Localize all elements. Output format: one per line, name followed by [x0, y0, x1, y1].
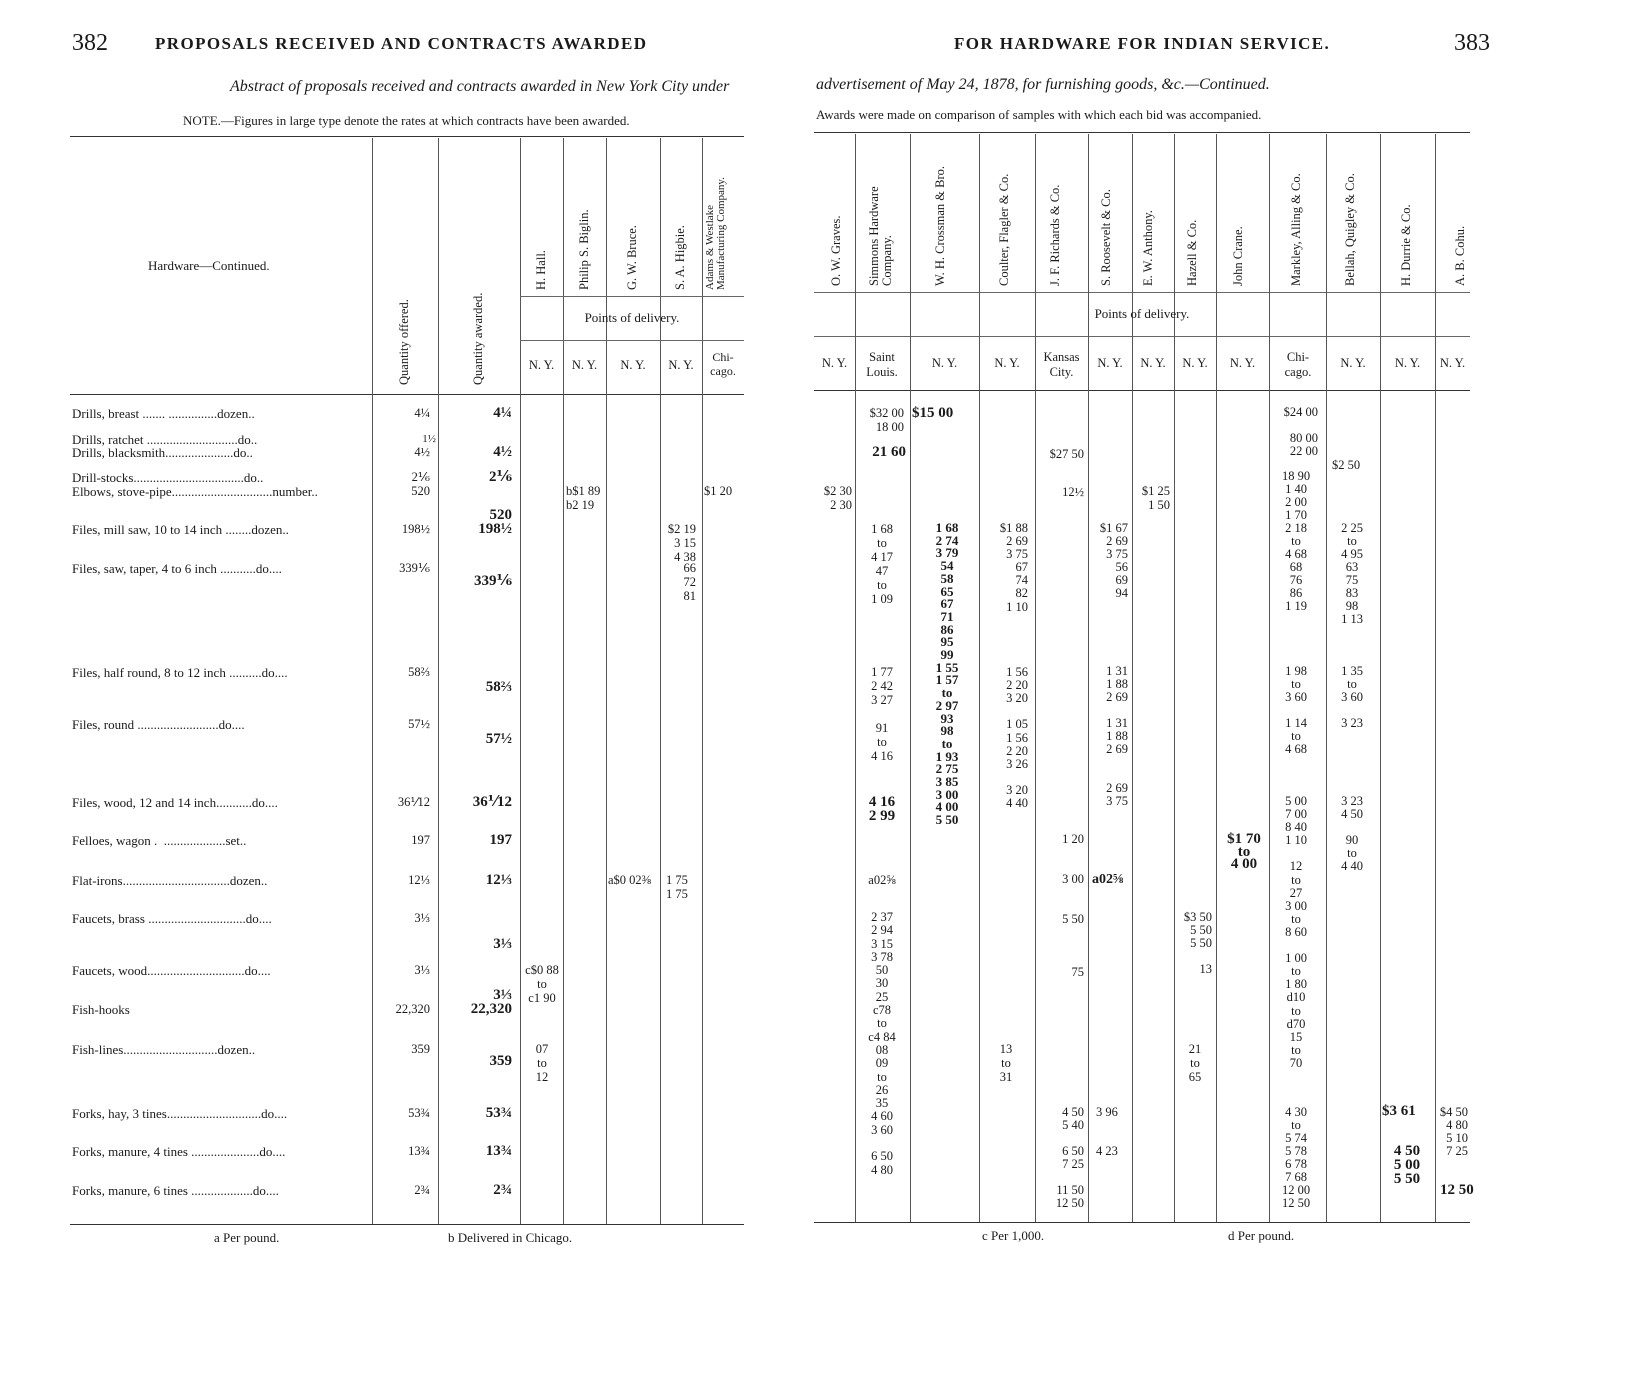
delivery-point: N. Y. [931, 356, 958, 370]
col-divider [660, 138, 661, 1224]
bidder-name: Simmons Hardware Company. [867, 186, 894, 286]
bidder-header-rule [520, 296, 744, 297]
bidder-name: Coulter, Flagler & Co. [997, 173, 1011, 286]
bidder-name: Hazell & Co. [1185, 219, 1199, 286]
points-of-delivery: Points of delivery. [1094, 306, 1190, 321]
award-note: NOTE.—Figures in large type denote the rates at which contracts have been awarded. [183, 113, 630, 128]
left-page [0, 0, 824, 1380]
delivery-header-rule [520, 340, 744, 341]
item-name: Files, saw, taper, 4 to 6 inch [72, 561, 217, 576]
footnote: d Per pound. [1228, 1228, 1295, 1243]
item-name: Files, wood, 12 and 14 inch [72, 795, 217, 810]
delivery-point: N. Y. [1229, 356, 1256, 370]
qty-offered: 3⅓ [414, 911, 430, 925]
awards-note: Awards were made on comparison of samples with which each bid was accompanied. [816, 107, 1262, 122]
item-name: Forks, hay, 3 tines [72, 1106, 167, 1121]
delivery-point: Kansas City. [1043, 350, 1080, 379]
qty-awarded: 4¼ [493, 405, 512, 421]
bid-value: 18 90 1 40 2 00 1 70 2 18 to 4 68 68 76 86 1 19 [1281, 469, 1311, 613]
item-unit: number [272, 484, 312, 499]
qty-awarded: 12⅓ [485, 872, 512, 888]
item-name: Files, round [72, 717, 135, 732]
qty-awarded: 58⅔ [485, 679, 512, 695]
qty-awarded: 197 [489, 832, 512, 848]
col-divider [855, 134, 856, 1222]
col-divider [1216, 134, 1217, 1222]
right-page [816, 0, 1649, 1380]
qty-offered: 12⅓ [408, 873, 430, 887]
col-divider [563, 138, 564, 1224]
bid-value: $24 00 80 00 22 00 [1283, 405, 1318, 458]
bidder-name: W. H. Crossman & Bro. [933, 165, 947, 286]
table-top-rule [70, 136, 744, 137]
item-unit: do [251, 795, 265, 810]
qty-awarded: 57½ [485, 731, 512, 747]
item-label: Fish-lines.............................dozen.. [72, 1042, 256, 1057]
qty-offered: 3⅓ [414, 963, 430, 977]
bid-value: 66 72 81 [683, 561, 696, 603]
qty-offered: 1½ [422, 433, 436, 445]
item-unit: do [243, 470, 257, 485]
running-head-left: PROPOSALS RECEIVED AND CONTRACTS AWARDED [155, 34, 648, 53]
item-label [72, 1002, 130, 1018]
col-divider [438, 138, 439, 1224]
bid-value: 12 50 [1440, 1182, 1474, 1198]
qty-offered: 198½ [401, 522, 430, 536]
item-unit: do [244, 963, 258, 978]
item-name: Fish-lines [72, 1042, 124, 1057]
abstract-line-left: Abstract of proposals received and contracts awarded in New York City under [230, 78, 730, 95]
bid-value: $3 61 [1382, 1103, 1416, 1119]
item-label: Faucets, wood..............................do.... [72, 963, 271, 978]
col-divider [702, 138, 703, 1224]
bid-value: $2 50 [1332, 458, 1361, 472]
item-unit: do [252, 1183, 266, 1198]
item-unit: dozen [251, 522, 283, 537]
qty-offered: 53¾ [408, 1106, 430, 1120]
item-label: Flat-irons.................................dozen.. [72, 873, 268, 888]
footnote: c Per 1,000. [982, 1228, 1045, 1243]
bid-value: $2 19 3 15 4 38 [667, 522, 696, 564]
bid-value: 1 77 2 42 3 27 91 to 4 16 [871, 665, 893, 763]
item-name: Faucets, brass [72, 911, 145, 926]
bid-value: 2 37 2 94 3 15 3 78 50 30 25 c78 to c4 84 08 09 to 26 35 4 60 3 60 6 50 4 80 [868, 910, 896, 1177]
bid-value: 5 00 7 00 8 40 1 10 12 to 27 3 00 to 8 60 1 00 to 1 80 d10 to d70 15 to 70 [1285, 794, 1307, 1070]
bidder-name: H. Durrie & Co. [1399, 204, 1413, 286]
delivery-point: N. Y. [668, 358, 694, 372]
item-name: Forks, manure, 6 tines [72, 1183, 188, 1198]
page-number-left: 382 [72, 30, 108, 56]
bid-value: $27 50 12½ [1049, 447, 1084, 499]
bid-value: a$0 02⅜ [608, 873, 652, 887]
item-name: Felloes, wagon [72, 833, 151, 848]
item-label: Drill-stocks..................................do.. [72, 470, 264, 485]
col-divider [979, 134, 980, 1222]
col-divider [1326, 134, 1327, 1222]
bid-value: 07 to 12 [535, 1042, 549, 1084]
col-divider [1132, 134, 1133, 1222]
delivery-point: N. Y. [821, 356, 848, 370]
qty-awarded: 198½ [478, 521, 512, 537]
item-label: Drills, breast ....... ...............dozen.. [72, 406, 255, 421]
item-label: Files, round .........................do.... [72, 717, 245, 732]
header-qty-offered: Quantity offered. [397, 299, 411, 385]
bid-value: c$0 88 to c1 90 [525, 963, 559, 1005]
bid-value: 1 35 to 3 60 3 23 [1341, 664, 1363, 730]
item-label: Forks, hay, 3 tines.............................do.... [72, 1106, 288, 1121]
page-number-right: 383 [1454, 30, 1490, 56]
table-header-rule [70, 394, 744, 395]
bid-value: 4 30 to 5 74 5 78 6 78 7 68 12 00 12 50 [1281, 1105, 1311, 1210]
delivery-header-rule [814, 336, 1470, 337]
footnote: a Per pound. [214, 1230, 280, 1245]
delivery-point: N. Y. [1340, 356, 1366, 370]
item-label: Felloes, wagon . ...................set.. [72, 833, 247, 848]
delivery-point: N. Y. [1182, 356, 1208, 370]
bid-value: 4 50 5 00 5 50 [1393, 1143, 1421, 1187]
bid-value: 4 50 5 40 6 50 7 25 11 50 12 50 [1055, 1105, 1084, 1210]
qty-offered: 4¼ [414, 406, 430, 420]
bidder-name: John Crane. [1231, 226, 1245, 286]
item-unit: set [225, 833, 240, 848]
bidder-header-rule [814, 292, 1470, 293]
item-name: Files, mill saw, 10 to 14 inch [72, 522, 223, 537]
qty-awarded: 359 [489, 1053, 512, 1069]
item-name: Drills, breast [72, 406, 140, 421]
col-divider [606, 138, 607, 1224]
running-head-right: FOR HARDWARE FOR INDIAN SERVICE. [954, 34, 1331, 53]
qty-offered: 520 [411, 484, 430, 498]
qty-awarded: 36⅟12 [472, 794, 512, 810]
delivery-point: N. Y. [1097, 356, 1123, 370]
bidder-name: S. Roosevelt & Co. [1099, 189, 1113, 286]
bid-value: 2 25 to 4 95 63 75 83 98 1 13 [1341, 521, 1363, 626]
bid-value: $32 00 18 00 [869, 406, 904, 434]
bid-value: a02⅝ [1092, 872, 1124, 887]
bid-value: $2 30 2 30 [823, 484, 852, 512]
item-label: Drills, ratchet ............................do.. [72, 432, 258, 447]
item-unit: do [261, 1106, 275, 1121]
item-unit: do [261, 665, 275, 680]
table-top-rule [814, 132, 1470, 133]
item-name: Fish-hooks [72, 1002, 130, 1017]
item-label: Files, mill saw, 10 to 14 inch ........dozen.. [72, 522, 289, 537]
item-name: Forks, manure, 4 tines [72, 1144, 188, 1159]
table-header-rule [814, 390, 1470, 391]
qty-offered: 2¾ [414, 1183, 430, 1197]
item-unit: dozen [217, 1042, 249, 1057]
table-bottom-rule [814, 1222, 1470, 1223]
qty-awarded: 339⅙ [473, 573, 512, 589]
bid-value: $1 20 [704, 484, 733, 498]
item-label: Forks, manure, 6 tines ...................do.... [72, 1183, 279, 1198]
delivery-point: Chi-cago. [710, 350, 736, 378]
qty-offered: 36⅟12 [397, 795, 430, 809]
bid-value: 1 75 1 75 [666, 873, 688, 901]
item-label: Elbows, stove-pipe...............................number.. [72, 484, 318, 499]
item-unit: do [218, 717, 232, 732]
bid-value: $1 67 2 69 3 75 56 69 94 1 31 1 88 2 69 1 31 1 88 2 69 2 69 3 75 [1099, 521, 1128, 808]
bid-value: 3 96 4 23 [1096, 1105, 1118, 1158]
qty-offered: 4½ [414, 445, 430, 459]
bid-value: 4 16 2 99 [868, 794, 896, 824]
delivery-point: N. Y. [528, 358, 555, 372]
delivery-point: Saint Louis. [866, 350, 898, 379]
item-name: Files, half round, 8 to 12 inch [72, 665, 226, 680]
delivery-point: N. Y. [620, 358, 646, 372]
col-divider [372, 138, 373, 1224]
table-bottom-rule [70, 1224, 744, 1225]
item-label: Files, saw, taper, 4 to 6 inch ...........do.... [72, 561, 282, 576]
item-name: Drill-stocks [72, 470, 134, 485]
bid-value: 3 23 4 50 90 to 4 40 [1341, 794, 1363, 873]
points-of-delivery: Points of delivery. [584, 310, 680, 325]
col-divider [1174, 134, 1175, 1222]
item-label: Forks, manure, 4 tines .....................do.... [72, 1144, 286, 1159]
bid-value: 1 68 2 74 3 79 54 58 65 67 71 86 95 99 1 55 1 57 to 2 97 93 98 to 1 93 2 75 3 85 3 00 4 00 5 50 [935, 520, 959, 828]
item-label: Drills, blacksmith.....................do.. [72, 445, 253, 460]
bidder-name: S. A. Higbie. [673, 225, 687, 290]
bid-value: 1 20 3 00 5 50 75 [1062, 832, 1084, 979]
qty-offered: 2⅙ [411, 470, 430, 484]
bid-value: 1 98 to 3 60 1 14 to 4 68 [1285, 664, 1307, 756]
bidder-name: E. W. Anthony. [1141, 210, 1155, 286]
bidder-name: J. F. Richards & Co. [1048, 184, 1062, 286]
delivery-point: N. Y. [571, 358, 598, 372]
bidder-name: Bellah, Quigley & Co. [1343, 173, 1357, 286]
delivery-point: N. Y. [1394, 356, 1421, 370]
header-qty-awarded: Quantity awarded. [471, 292, 485, 385]
delivery-point: N. Y. [1439, 356, 1466, 370]
qty-awarded: 13¾ [485, 1143, 512, 1159]
delivery-point: N. Y. [1140, 356, 1166, 370]
item-label: Files, half round, 8 to 12 inch ..........do.... [72, 665, 288, 680]
qty-awarded: 2¾ [493, 1182, 512, 1198]
col-divider [1435, 134, 1436, 1222]
bidder-name: O. W. Graves. [829, 215, 843, 286]
qty-awarded: 22,320 [470, 1001, 512, 1017]
bidder-name: Philip S. Biglin. [577, 209, 591, 290]
delivery-point: Chi-cago. [1284, 350, 1312, 379]
qty-awarded: 3⅓ [493, 987, 512, 1003]
qty-awarded: 53¾ [485, 1105, 512, 1121]
qty-offered: 57½ [408, 717, 430, 731]
qty-offered: 22,320 [395, 1002, 430, 1016]
item-name: Faucets, wood [72, 963, 148, 978]
qty-awarded: 2⅙ [488, 469, 512, 485]
item-name: Flat-irons [72, 873, 123, 888]
footnote: b Delivered in Chicago. [448, 1230, 573, 1245]
bid-value: 13 to 31 [999, 1042, 1013, 1084]
bid-value: $1 88 2 69 3 75 67 74 82 1 10 1 56 2 20 3 20 1 05 1 56 2 20 3 26 3 20 4 40 [999, 521, 1028, 810]
bid-value: $1 25 1 50 [1141, 484, 1170, 512]
item-unit: do [255, 561, 269, 576]
qty-offered: 197 [411, 833, 430, 847]
qty-offered: 339⅙ [399, 561, 430, 575]
abstract-line-right: advertisement of May 24, 1878, for furnishing goods, &c.—Continued. [816, 76, 1270, 93]
item-unit: do [259, 1144, 273, 1159]
item-unit: do [245, 911, 259, 926]
bidder-name: A. B. Cohu. [1453, 225, 1467, 286]
col-divider [1088, 134, 1089, 1222]
section-title: Hardware—Continued. [148, 258, 270, 273]
bid-value: a02⅝ [868, 873, 896, 887]
bid-value: $3 50 5 50 5 50 13 [1183, 910, 1212, 976]
item-unit: dozen [229, 873, 261, 888]
delivery-point: N. Y. [994, 356, 1020, 370]
item-label: Faucets, brass ..............................do.... [72, 911, 272, 926]
bid-value: b$1 89 b2 19 [566, 484, 601, 512]
item-unit: do [233, 445, 247, 460]
bid-value: $15 00 [912, 405, 954, 421]
item-name: Elbows, stove-pipe [72, 484, 172, 499]
bid-value: $4 50 4 80 5 10 7 25 [1439, 1105, 1468, 1158]
bidder-name: H. Hall. [534, 250, 548, 290]
bidder-name: Adams & Westlake Manufacturing Company. [704, 177, 727, 290]
col-divider [1380, 134, 1381, 1222]
item-unit: dozen [217, 406, 249, 421]
qty-offered: 58⅔ [408, 665, 430, 679]
bid-value: $1 70 to 4 00 [1227, 831, 1261, 872]
bidder-name: G. W. Bruce. [625, 225, 639, 290]
col-divider [1035, 134, 1036, 1222]
bid-value: 1 68 to 4 17 47 to 1 09 [871, 522, 893, 606]
qty-offered: 359 [411, 1042, 430, 1056]
item-name: Drills, blacksmith [72, 445, 166, 460]
bidder-name: Markley, Alling & Co. [1289, 173, 1303, 286]
qty-awarded: 4½ [493, 444, 512, 460]
col-divider [1269, 134, 1270, 1222]
qty-offered: 13¾ [408, 1144, 430, 1158]
item-name: Drills, ratchet [72, 432, 144, 447]
qty-awarded: 520 [489, 507, 512, 523]
item-label: Files, wood, 12 and 14 inch...........do.... [72, 795, 278, 810]
item-unit: do [237, 432, 251, 447]
col-divider [910, 134, 911, 1222]
bid-value: 21 to 65 [1188, 1042, 1202, 1084]
bid-value: 21 60 [872, 444, 906, 460]
qty-awarded: 3⅓ [493, 936, 512, 952]
